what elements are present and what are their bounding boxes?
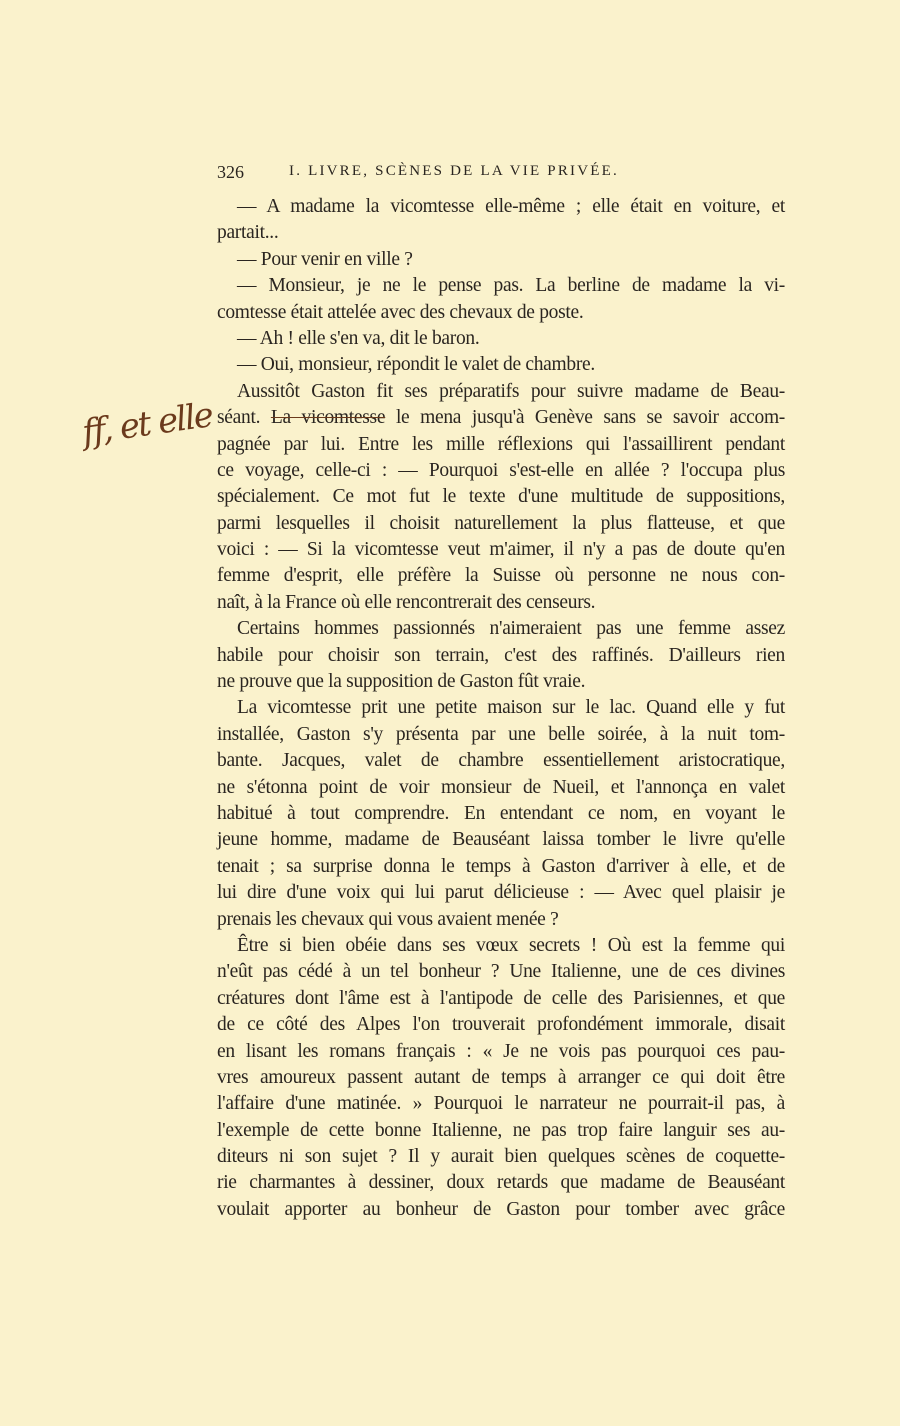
text-line-content: femme d'esprit, elle préfère la Suisse où personne ne nous con- (217, 565, 785, 587)
text-line-continuation: le mena jusqu'à Genève sans se savoir accom- (385, 407, 785, 429)
text-line-content: en lisant les romans français : « Je ne vois pas pourquoi ces pau- (217, 1040, 785, 1062)
handwritten-margin-note: ff, et elle (79, 395, 215, 453)
text-line (217, 352, 785, 378)
text-line (217, 827, 785, 853)
text-line (217, 643, 785, 669)
text-line (217, 986, 785, 1012)
text-line-content: l'affaire d'une matinée. » Pourquoi le narrateur ne pourrait-il pas, à (217, 1093, 785, 1115)
text-line-content: diteurs ni son sujet ? Il y aurait bien quelques scènes de coquette- (217, 1146, 785, 1168)
text-line-content: créatures dont l'âme est à l'antipode de celle des Parisiennes, et que (217, 987, 785, 1009)
text-line-content: Certains hommes passionnés n'aimeraient pas une femme assez (237, 618, 785, 640)
text-line-content: voulait apporter au bonheur de Gaston pour tomber avec grâce (217, 1198, 785, 1220)
text-line-content: l'exemple de cette bonne Italienne, ne pas trop faire languir ses au- (217, 1119, 785, 1141)
text-line (217, 300, 785, 326)
text-line-content: bante. Jacques, valet de chambre essentiellement aristocratique, (217, 750, 785, 772)
text-line-content: — Oui, monsieur, répondit le valet de chambre. (237, 354, 595, 376)
text-line-content: lui dire d'une voix qui lui parut délicieuse : — Avec quel plaisir je (217, 882, 785, 904)
text-line (217, 933, 785, 959)
text-line-content: Aussitôt Gaston fit ses préparatifs pour suivre madame de Beau- (237, 380, 785, 402)
text-line (217, 1091, 785, 1117)
running-header (217, 162, 785, 188)
text-line-content: jeune homme, madame de Beauséant laissa tomber le livre qu'elle (217, 829, 785, 851)
text-line (217, 1197, 785, 1223)
text-line (217, 1065, 785, 1091)
text-line (217, 1012, 785, 1038)
text-line-content: habitué à tout comprendre. En entendant ce nom, en voyant le (217, 802, 785, 824)
text-line (217, 775, 785, 801)
text-line (217, 273, 785, 299)
text-line-content: naît, à la France où elle rencontrerait des censeurs. (217, 591, 596, 613)
text-line-content: pagnée par lui. Entre les mille réflexions qui l'assaillirent pendant (217, 433, 785, 455)
text-line (217, 880, 785, 906)
text-line (217, 907, 785, 933)
text-line (217, 247, 785, 273)
text-line (217, 563, 785, 589)
text-line-content: ne prouve que la supposition de Gaston fût vraie. (217, 671, 586, 693)
text-line-content: partait... (217, 222, 279, 244)
text-line (217, 379, 785, 405)
text-line-content: habile pour choisir son terrain, c'est des raffinés. D'ailleurs rien (217, 644, 785, 666)
text-line (217, 511, 785, 537)
text-line-content: rie charmantes à dessiner, doux retards que madame de Beauséant (217, 1172, 785, 1194)
text-line-content: installée, Gaston s'y présenta par une belle soirée, à la nuit tom- (217, 723, 785, 745)
text-line (217, 669, 785, 695)
text-line-content: comtesse était attelée avec des chevaux de poste. (217, 301, 584, 323)
text-line (217, 458, 785, 484)
text-line (217, 801, 785, 827)
text-line (217, 1039, 785, 1065)
text-line (217, 722, 785, 748)
text-line-content: — Ah ! elle s'en va, dit le baron. (237, 327, 480, 349)
text-line-content: séant. (217, 407, 261, 429)
text-line-content: — Monsieur, je ne le pense pas. La berline de madame la vi- (237, 275, 785, 297)
text-line-content: tenait ; sa surprise donna le temps à Gaston d'arriver à elle, et de (217, 855, 785, 877)
text-line-content: spécialement. Ce mot fut le texte d'une multitude de suppositions, (217, 486, 785, 508)
text-line (217, 854, 785, 880)
text-line-content: La vicomtesse prit une petite maison sur le lac. Quand elle y fut (237, 697, 785, 719)
text-line-content: de ce côté des Alpes l'on trouverait profondément immorale, disait (217, 1014, 785, 1036)
text-line-content: n'eût pas cédé à un tel bonheur ? Une Italienne, une de ces divines (217, 961, 785, 983)
text-line-content: vres amoureux passent autant de temps à arranger ce qui doit être (217, 1066, 785, 1088)
text-line-content: voici : — Si la vicomtesse veut m'aimer, il n'y a pas de doute qu'en (217, 539, 785, 561)
text-line (217, 405, 785, 431)
text-line-content: ne s'étonna point de voir monsieur de Nueil, et l'annonça en valet (217, 776, 785, 798)
text-line (217, 1118, 785, 1144)
running-title: I. LIVRE, SCÈNES DE LA VIE PRIVÉE. (289, 163, 619, 179)
text-line-content: prenais les chevaux qui vous avaient menée ? (217, 908, 559, 930)
page-number: 326 (217, 162, 244, 182)
text-line-content: — A madame la vicomtesse elle-même ; elle était en voiture, et (237, 196, 785, 217)
text-line (217, 959, 785, 985)
text-line (217, 484, 785, 510)
text-line (217, 1170, 785, 1196)
text-line (217, 220, 785, 246)
text-line (217, 616, 785, 642)
text-line (217, 432, 785, 458)
text-line (217, 748, 785, 774)
text-line (217, 537, 785, 563)
text-line (217, 194, 785, 220)
text-line-content: Être si bien obéie dans ses vœux secrets ! Où est la femme qui (237, 934, 785, 956)
text-line-content: ce voyage, celle-ci : — Pourquoi s'est-elle en allée ? l'occupa plus (217, 459, 785, 481)
text-line (217, 695, 785, 721)
struck-out-text: La vicomtesse (270, 407, 386, 429)
text-line (217, 590, 785, 616)
text-line-content: parmi lesquelles il choisit naturellement la plus flatteuse, et que (217, 512, 785, 534)
text-line-content: — Pour venir en ville ? (237, 248, 413, 270)
page-body-text (217, 194, 785, 1223)
text-line (217, 326, 785, 352)
text-line (217, 1144, 785, 1170)
